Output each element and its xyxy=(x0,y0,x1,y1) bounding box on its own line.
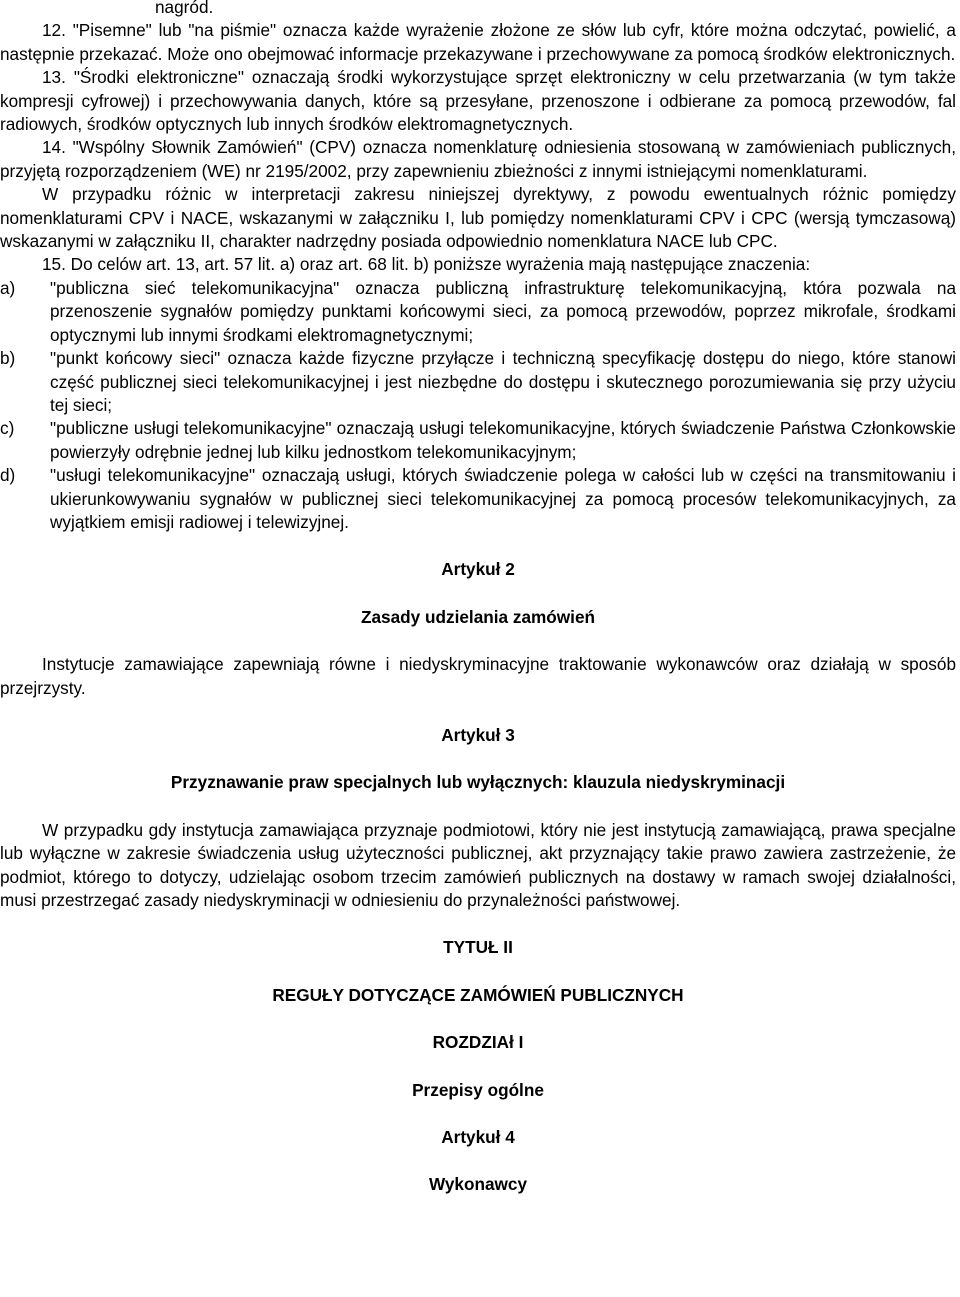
article-3-number: Artykuł 3 xyxy=(441,724,515,745)
definition-list xyxy=(0,277,956,534)
article-4-title: Wykonawcy xyxy=(428,1174,528,1195)
definition-14-note: W przypadku różnic w interpretacji zakresu niniejszej dyrektywy, z powodu ewentualnych różnic pomiędzy nomenklaturami CPV i NACE, wskazanymi w załączniku I, lub pomiędzy nomenklaturami CPV i CPC (wersją tymczasową) wskazanymi w załączniku II, charakter nadrzędny posiada odpowiednio nomenklatura NACE lub CPC. xyxy=(0,184,956,252)
title-ii-heading: TYTUŁ II xyxy=(443,937,513,958)
definition-letter: a) xyxy=(0,277,16,298)
definition-text: "usługi telekomunikacyjne" oznaczają usługi, których świadczenie polega w całości lub w części na transmitowaniu i ukierunkowywaniu sygnałów w publicznej sieci telekomunikacyjnej za pomocą procesów telekomunikacyjnych, za wyjątkiem emisji radiowej i telewizyjnej. xyxy=(50,465,956,532)
article-2-number: Artykuł 2 xyxy=(441,559,515,580)
chapter-heading: ROZDZIAł I xyxy=(432,1032,524,1053)
definition-item-d xyxy=(0,464,956,534)
definition-text: "publiczna sieć telekomunikacyjna" oznacza publiczną infrastrukturę telekomunikacyjną, która pozwala na przenoszenie sygnałów pomiędzy punktami końcowymi sieci, za pomocą przewodów, poprzez mikrofale, środkami optycznymi lub innymi środkami elektromagnetycznymi; xyxy=(50,277,956,345)
definition-14: 14. "Wspólny Słownik Zamówień" (CPV) oznacza nomenklaturę odniesienia stosowaną w zamówieniach publicznych, przyjętą rozporządzeniem (WE) nr 2195/2002, przy zapewnieniu zbieżności z innymi istniejącymi nomenklaturami. xyxy=(0,137,956,181)
nagrod-line: nagród. xyxy=(155,0,214,17)
definition-15: 15. Do celów art. 13, art. 57 lit. a) oraz art. 68 lit. b) poniższe wyrażenia mają następujące znaczenia: xyxy=(42,254,811,275)
definition-text: "publiczne usługi telekomunikacyjne" oznaczają usługi telekomunikacyjne, których świadczenie Państwa Członkowskie powierzyły odrębnie jednej lub kilku jednostkom telekomunikacyjnym; xyxy=(50,418,956,462)
definition-item-a xyxy=(0,277,956,347)
chapter-title: Przepisy ogólne xyxy=(412,1079,544,1100)
article-3-title: Przyznawanie praw specjalnych lub wyłącznych: klauzula niedyskryminacji xyxy=(170,772,786,793)
definition-13: 13. "Środki elektroniczne" oznaczają środki wykorzystujące sprzęt elektroniczny w celu przetwarzania (w tym także kompresji cyfrowej) i przechowywania danych, które są przesyłane, przenoszone i odbierane za pomocą przewodów, fal radiowych, środków optycznych lub innych środków elektromagnetycznych. xyxy=(0,67,956,135)
title-ii-subtitle: REGUŁY DOTYCZĄCE ZAMÓWIEŃ PUBLICZNYCH xyxy=(272,984,684,1005)
definition-item-c xyxy=(0,417,956,464)
definition-letter: b) xyxy=(0,348,16,369)
definition-text: "punkt końcowy sieci" oznacza każde fizyczne przyłącze i techniczną specyfikację dostępu do niego, które stanowi część publicznej sieci telekomunikacyjnej i jest niezbędne do dostępu i skutecznego porozumiewania się przy użyciu tej sieci; xyxy=(50,348,956,415)
article-3-body: W przypadku gdy instytucja zamawiająca przyznaje podmiotowi, który nie jest instytucją zamawiającą, prawa specjalne lub wyłączne w zakresie świadczenia usług użyteczności publicznej, akt przyznający takie prawo zawiera zastrzeżenie, że podmiot, którego to dotyczy, udzielając osobom trzecim zamówień publicznych na dostawy w ramach swojej działalności, musi przestrzegać zasady niedyskryminacji w odniesieniu do przynależności państwowej. xyxy=(0,819,956,910)
article-2-body: Instytucje zamawiające zapewniają równe i niedyskryminacyjne traktowanie wykonawców oraz działają w sposób przejrzysty. xyxy=(0,654,956,698)
definition-12: 12. "Pisemne" lub "na piśmie" oznacza każde wyrażenie złożone ze słów lub cyfr, które można odczytać, powielić, a następnie przekazać. Może ono obejmować informacje przekazywane i przechowywane za pomocą środków elektronicznych. xyxy=(0,20,956,64)
definition-item-b xyxy=(0,347,956,417)
definition-letter: c) xyxy=(0,418,15,439)
article-4-number: Artykuł 4 xyxy=(441,1127,515,1148)
article-2-title: Zasady udzielania zamówień xyxy=(360,606,595,627)
definition-letter: d) xyxy=(0,465,16,486)
